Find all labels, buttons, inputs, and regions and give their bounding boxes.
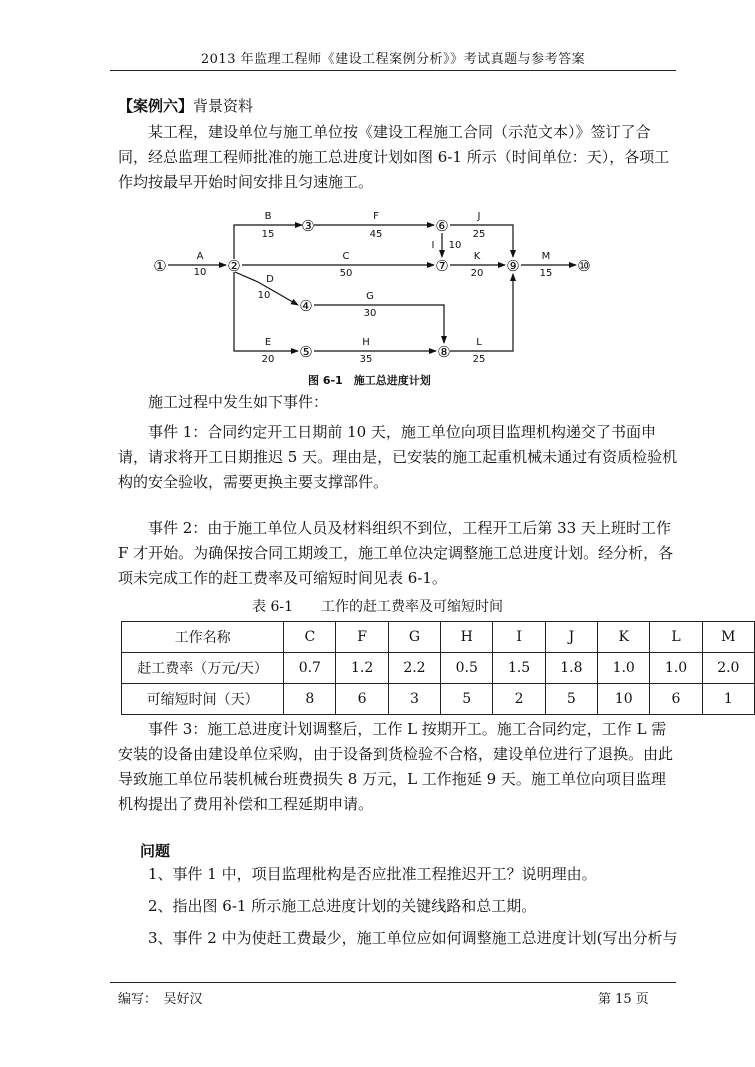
table-caption: 表 6-1 工作的赶工费率及可缩短时间 (252, 599, 503, 615)
case-heading (118, 95, 253, 116)
activity-label-H: H (362, 337, 370, 348)
node-1: ① (153, 257, 167, 275)
table-header-label: 工作名称 (122, 622, 284, 653)
intro-paragraph: 某工程，建设单位与施工单位按《建设工程施工合同（示范文本）》签订了合同，经总监理工程师批准的施工总进度计划如图 6-1 所示（时间单位：天），各项工作均按最早开始时间安排且匀速施工。 (118, 123, 670, 191)
question-item: 1、事件 1 中，项目监理枇构是否应批准工程推迟开工？说明理由。 (148, 865, 597, 883)
node-7: ⑦ (435, 257, 449, 275)
activity-duration-B: 15 (261, 229, 275, 240)
table-row (122, 653, 755, 684)
table-cell: 3 (388, 684, 440, 715)
table-cell: 1.5 (493, 653, 545, 684)
node-2: ② (227, 257, 241, 275)
event-1-paragraph: 事件 1：合同约定开工日期前 10 天，施工单位向项目监理机构递交了书面申请，请求将开工日期推迟 5 天。理由是，已安装的施工起重机械未通过有资质检验机构的安全验收，需要更换主要支撑部件。 (118, 423, 678, 491)
crash-cost-table (121, 621, 755, 715)
network-diagram (148, 212, 608, 372)
table-col-L: L (650, 622, 702, 653)
question-item: 3、事件 2 中为使赶工费最少，施工单位应如何调整施工总进度计划(写出分析与 (148, 929, 678, 947)
activity-duration-L: 25 (472, 354, 486, 365)
activity-duration-G: 30 (363, 308, 377, 319)
table-col-K: K (598, 622, 650, 653)
activity-duration-K: 20 (470, 268, 484, 279)
table-row (122, 684, 755, 715)
case-label: 【案例六】 (118, 97, 194, 115)
node-5: ⑤ (299, 343, 313, 361)
table-cell: 1.2 (336, 653, 388, 684)
node-4: ④ (299, 297, 313, 315)
table-col-G: G (388, 622, 440, 653)
question-item: 2、指出图 6-1 所示施工总进度计划的关键线路和总工期。 (148, 897, 537, 915)
activity-duration-I: 10 (448, 240, 462, 251)
table-col-C: C (284, 622, 336, 653)
page-number: 第 15 页 (598, 992, 649, 1007)
activity-label-G: G (366, 291, 374, 302)
node-10: ⑩ (577, 257, 591, 275)
page-header: 2013 年监理工程师《建设工程案例分析》》考试真题与参考答案 (200, 52, 586, 67)
table-cell: 6 (650, 684, 702, 715)
node-8: ⑧ (437, 343, 451, 361)
table-cell: 1 (702, 684, 754, 715)
table-cell: 2.0 (702, 653, 754, 684)
activity-label-A: A (196, 251, 204, 262)
footer-author: 编写： 吴好汉 (118, 992, 203, 1007)
event-3-paragraph: 事件 3：施工总进度计划调整后，工作 L 按期开工。施工合同约定，工作 L 需安装的设备由建设单位采购，由于设备到货检验不合格，建设单位进行了退换。由此导致施工单位吊装机械台班费损失 8 万元，L 工作拖延 9 天。施工单位向项目监理机构提出了费用补偿和工程延期申请。 (118, 720, 674, 813)
activity-label-C: C (342, 251, 350, 262)
activity-duration-H: 35 (359, 354, 373, 365)
table-cell: 5 (441, 684, 493, 715)
table-header-row (122, 622, 755, 653)
activity-duration-A: 10 (193, 267, 207, 278)
node-9: ⑨ (506, 257, 520, 275)
table-cell: 8 (284, 684, 336, 715)
footer-divider (110, 982, 676, 983)
row-label: 赶工费率（万元/天） (122, 653, 284, 684)
table-cell: 5 (545, 684, 597, 715)
activity-duration-C: 50 (339, 268, 353, 279)
case-title: 背景资料 (193, 97, 254, 115)
table-cell: 2.2 (388, 653, 440, 684)
activity-duration-D: 10 (257, 290, 271, 301)
node-3: ③ (301, 217, 315, 235)
activity-label-K: K (473, 251, 481, 262)
table-col-H: H (441, 622, 493, 653)
activity-duration-F: 45 (369, 229, 383, 240)
activity-duration-E: 20 (261, 354, 275, 365)
activity-label-M: M (541, 251, 551, 262)
table-col-J: J (545, 622, 597, 653)
event-2-paragraph: 事件 2：由于施工单位人员及材料组织不到位，工程开工后第 33 天上班时工作 F 才开始。为确保按合同工期竣工，施工单位决定调整施工总进度计划。经分析，各项未完成工作的赶工费率及可缩短时间见表 6-1。 (118, 519, 674, 587)
events-intro: 施工过程中发生如下事件： (148, 393, 329, 411)
activity-label-F: F (373, 212, 379, 222)
activity-label-D: D (266, 274, 274, 285)
table-col-I: I (493, 622, 545, 653)
row-label: 可缩短时间（天） (122, 684, 284, 715)
table-cell: 1.0 (598, 653, 650, 684)
header-divider (110, 70, 676, 71)
activity-label-I: I (431, 240, 435, 251)
activity-duration-J: 25 (472, 229, 486, 240)
table-cell: 1.8 (545, 653, 597, 684)
table-cell: 6 (336, 684, 388, 715)
activity-label-J: J (477, 212, 481, 222)
activity-duration-M: 15 (539, 268, 553, 279)
table-cell: 1.0 (650, 653, 702, 684)
table-cell: 10 (598, 684, 650, 715)
node-6: ⑥ (435, 217, 449, 235)
table-cell: 0.5 (441, 653, 493, 684)
activity-label-L: L (476, 337, 482, 348)
table-col-F: F (336, 622, 388, 653)
table-cell: 0.7 (284, 653, 336, 684)
table-col-M: M (702, 622, 754, 653)
activity-label-B: B (264, 212, 272, 222)
arrow-G (314, 305, 444, 343)
table-cell: 2 (493, 684, 545, 715)
questions-title: 问题 (140, 842, 171, 860)
activity-label-E: E (264, 337, 272, 348)
figure-caption: 图 6-1 施工总进度计划 (308, 374, 431, 387)
